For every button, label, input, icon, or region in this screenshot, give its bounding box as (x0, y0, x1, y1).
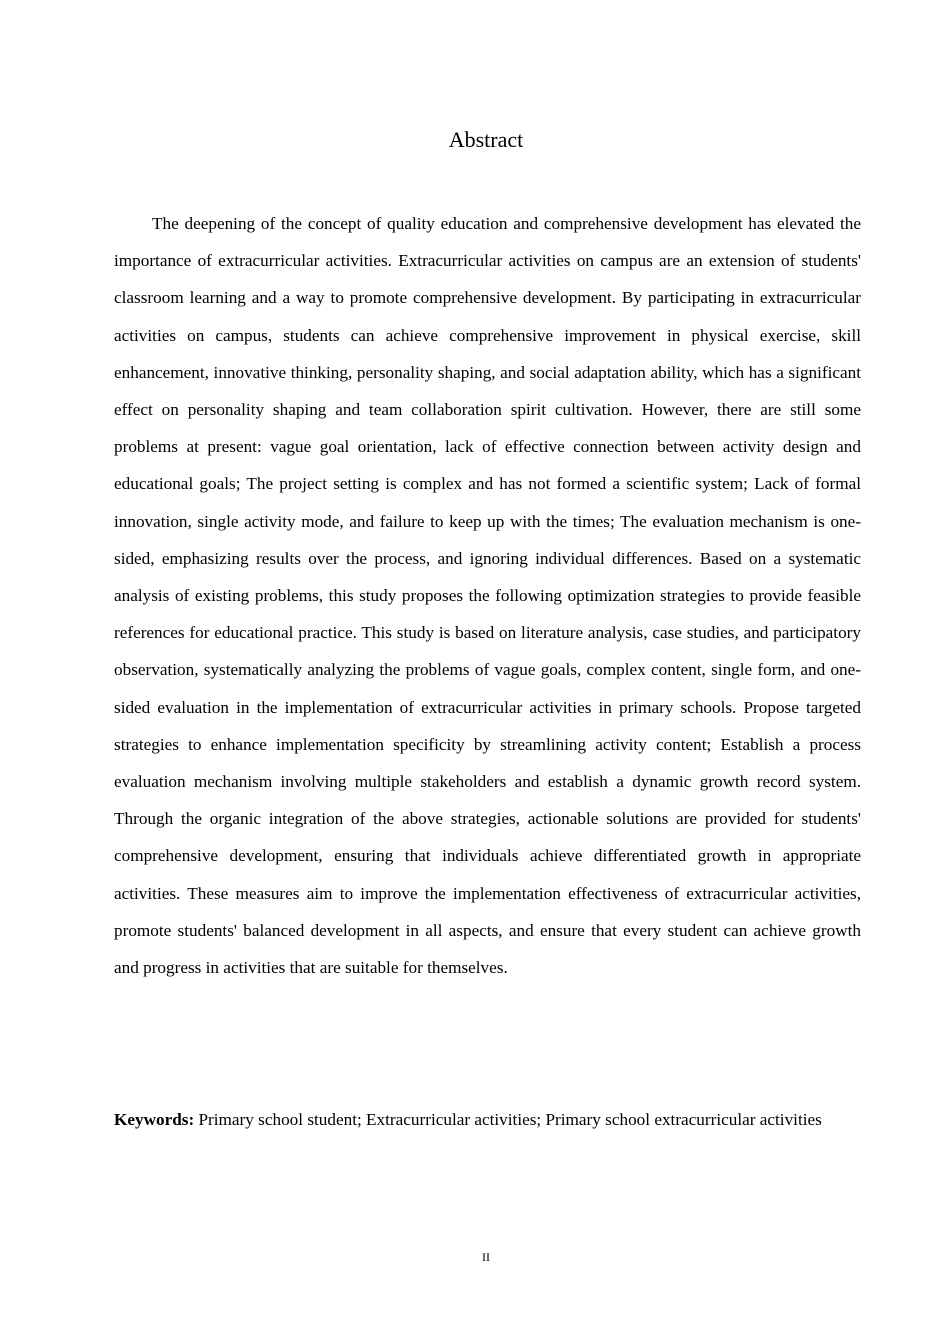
page-number: II (482, 1250, 490, 1264)
keywords-label: Keywords: (114, 1110, 195, 1129)
keywords-text: Primary school student; Extracurricular activities; Primary school extracurricular activities (198, 1110, 822, 1129)
abstract-paragraph: The deepening of the concept of quality education and comprehensive development has elevated the importance of extracurricular activities. Extracurricular activities on campus are an extension of students' classroom learning and a way to promote comprehensive development. By participating in extracurricular activities on campus, students can achieve comprehensive improvement in physical exercise, skill enhancement, innovative thinking, personality shaping, and social adaptation ability, which has a significant effect on personality shaping and team collaboration spirit cultivation. However, there are still some problems at present: vague goal orientation, lack of effective connection between activity design and educational goals; The project setting is complex and has not formed a scientific system; Lack of formal innovation, single activity mode, and failure to keep up with the times; The evaluation mechanism is one-sided, emphasizing results over the process, and ignoring individual differences. Based on a systematic analysis of existing problems, this study proposes the following optimization strategies to provide feasible references for educational practice. This study is based on literature analysis, case studies, and participatory observation, systematically analyzing the problems of vague goals, complex content, single form, and one-sided evaluation in the implementation of extracurricular activities in primary schools. Propose targeted strategies to enhance implementation specificity by streamlining activity content; Establish a process evaluation mechanism involving multiple stakeholders and establish a dynamic growth record system. Through the organic integration of the above strategies, actionable solutions are provided for students' comprehensive development, ensuring that individuals achieve differentiated growth in appropriate activities. These measures aim to improve the implementation effectiveness of extracurricular activities, promote students' balanced development in all aspects, and ensure that every student can achieve growth and progress in activities that are suitable for themselves. (114, 214, 861, 978)
page-title: Abstract (448, 127, 524, 152)
keywords-line (114, 1102, 859, 1137)
